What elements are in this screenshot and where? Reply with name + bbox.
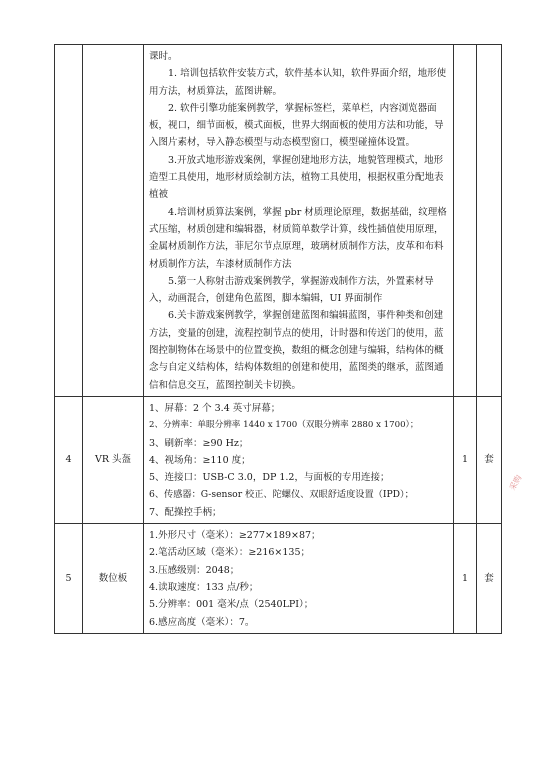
cell-training-content [144, 45, 454, 397]
spec-line: 1.外形尺寸（毫米）：≥277×189×87； [149, 530, 321, 542]
spec-line: 7、配操控手柄； [149, 506, 222, 518]
training-item-5: 5.第一人称射击游戏案例教学，掌握游戏制作方法，外置素材导入，动画混合，创建角色蓝图，脚本编辑，UI 界面制作 [149, 275, 434, 305]
training-item-3: 3.开放式地形游戏案例，掌握创建地形方法，地貌管理模式，地形造型工具使用，地形材质绘制方法，植物工具使用，根据权重分配地表植被 [149, 154, 444, 201]
spec-line: 2、分辨率：单眼分辨率 1440 x 1700（双眼分辨率 2880 x 1700）； [149, 420, 419, 431]
spec-line: 5、连接口：USB-C 3.0，DP 1.2，与面板的专用连接； [149, 472, 390, 484]
item-unit: 套 [477, 396, 502, 523]
training-item-2: 2. 软件引擎功能案例教学，掌握标签栏，菜单栏，内容浏览器面板，视口，细节面板，模式面板，世界大纲面板的使用方法和功能，导入图片素材，导入静态模型与动态模型窗口，模型碰撞体设置。 [149, 102, 444, 149]
seal-stamp-fragment: 采购 [507, 473, 524, 492]
item-name: 数位板 [83, 524, 144, 634]
item-specs [144, 524, 454, 634]
spec-line: 2.笔活动区域（毫米）：≥216×135； [149, 547, 310, 559]
spec-line: 5.分辨率：001 毫米/点（2540LPI）； [149, 599, 314, 611]
table-row-digital-tablet [55, 524, 502, 634]
spec-table [54, 44, 502, 634]
spec-line: 3、刷新率：≥90 Hz； [149, 437, 249, 449]
spec-line: 4.读取速度：133 点/秒； [149, 581, 259, 593]
spec-line: 4、视场角：≥110 度； [149, 454, 251, 466]
row-number: 4 [55, 396, 83, 523]
training-item-6: 6.关卡游戏案例教学，掌握创建蓝图和编辑蓝图，事件种类和创建方法，变量的创建，流程控制节点的使用，计时器和传送门的使用，蓝图控制物体在场景中的位置变换，数组的概念创建与编辑，结构体的概念与自定义结构体，结构体数组的创建和使用，蓝图类的继承，蓝图通信和信息交互，蓝图控制关卡切换。 [149, 310, 444, 391]
item-specs [144, 396, 454, 523]
table-row-vr-headset [55, 396, 502, 523]
spec-line: 6、传感器：G-sensor 校正、陀螺仪、双眼舒适度设置（IPD）； [149, 489, 414, 501]
row-number: 5 [55, 524, 83, 634]
cell-unit-empty [477, 45, 502, 397]
training-item-1: 1. 培训包括软件安装方式，软件基本认知，软件界面介绍，地形使用方法，材质算法，蓝图讲解。 [149, 68, 447, 97]
cell-name-empty [83, 45, 144, 397]
table-row-continuation [55, 45, 502, 397]
item-name: VR 头盔 [83, 396, 144, 523]
item-quantity: 1 [454, 524, 477, 634]
training-intro: 课时。 [149, 51, 178, 62]
item-unit: 套 [477, 524, 502, 634]
training-item-4: 4.培训材质算法案例，掌握 pbr 材质理论原理，数据基础，纹理格式压缩，材质创建和编辑器，材质简单数学计算，线性插值使用原理，金属材质制作方法，菲尼尔节点原理，玻璃材质制作方法，皮革和布料材质制作方法，车漆材质制作方法 [149, 206, 447, 270]
item-quantity: 1 [454, 396, 477, 523]
spec-line: 6.感应高度（毫米）：7。 [149, 616, 255, 628]
spec-line: 3.压感级别：2048； [149, 564, 240, 576]
cell-no-empty [55, 45, 83, 397]
cell-qty-empty [454, 45, 477, 397]
spec-line: 1、屏幕：2 个 3.4 英寸屏幕； [149, 402, 281, 414]
